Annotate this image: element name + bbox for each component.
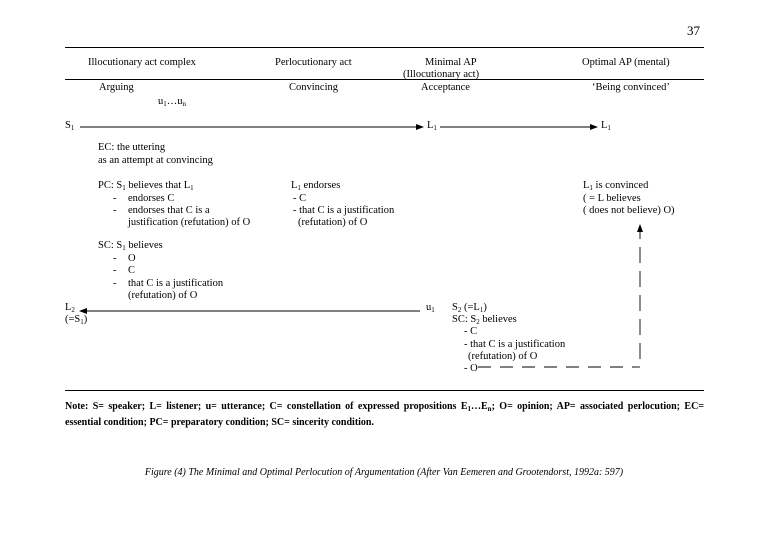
s2-item-1: - C xyxy=(464,326,478,337)
page-number: 37 xyxy=(687,23,700,38)
l1-convinced-line-1: $L_1$ is convinced xyxy=(583,180,649,192)
l1-mid-label: $L_1$ xyxy=(427,120,437,132)
sc1-dash-1: - xyxy=(113,253,117,264)
pc-item-1: endorses C xyxy=(128,193,175,204)
pc-item-2a: endorses that C is a xyxy=(128,205,210,216)
s2-item-2b: (refutation) of O xyxy=(468,351,538,362)
s2-head: $S_2$ $(=L_1)$ xyxy=(452,302,487,314)
l1-convinced-line-3: ( does not believe) O) xyxy=(583,205,675,216)
pc-head: PC: $S_1$ believes that $L_1$ xyxy=(98,180,194,192)
label-acceptance: Acceptance xyxy=(421,82,470,93)
utterances-label: $u_1\dots u_n$ xyxy=(158,96,186,108)
ec-line-2: as an attempt at convincing xyxy=(98,155,213,166)
sc1-item-3a: that C is a justification xyxy=(128,278,224,289)
l2-sub-label: $(=S_1)$ xyxy=(65,314,88,326)
l1-convinced-line-2: ( = L believes xyxy=(583,193,641,204)
header-illocutionary: Illocutionary act complex xyxy=(88,57,196,68)
s2-item-2a: - that C is a justification xyxy=(464,339,566,350)
l2-label: $L_2$ xyxy=(65,302,75,314)
label-being-convinced: ‘Being convinced’ xyxy=(592,82,670,93)
pc-dash-2: - xyxy=(113,205,117,216)
header-perlocutionary: Perlocutionary act xyxy=(275,57,352,68)
l1-endorses-item-1: - C xyxy=(293,193,307,204)
s2-item-3: - O xyxy=(464,363,478,374)
label-arguing: Arguing xyxy=(99,82,134,93)
l1-endorses-head: $L_1$ endorses xyxy=(291,180,341,192)
pc-item-2b: justification (refutation) of O xyxy=(128,217,251,228)
sc1-dash-3: - xyxy=(113,278,117,289)
note-text: Note: S= speaker; L= listener; u= utterance; C= constellation of expressed propositions $E_1\dots E_n$; O= opinion; AP= associated perlocution; EC= essential condition; PC= preparatory condition; SC= sincerity condition. xyxy=(65,401,704,428)
sc1-item-2: C xyxy=(128,265,136,276)
u1-label: $u_1$ xyxy=(426,302,435,314)
s1-label: $S_1$ xyxy=(65,120,75,132)
ec-line-1: EC: the uttering xyxy=(98,142,166,153)
figure-caption: Figure (4) The Minimal and Optimal Perlocution of Argumentation (After Van Eemeren and Grootendorst, 1992a: 597) xyxy=(144,467,624,478)
sc1-head: SC: $S_1$ believes xyxy=(98,240,163,252)
pc-dash-1: - xyxy=(113,193,117,204)
header-optimal-ap: Optimal AP (mental) xyxy=(582,57,670,68)
sc1-item-3b: (refutation) of O xyxy=(128,290,198,301)
l1-right-label: $L_1$ xyxy=(601,120,611,132)
sc1-dash-2: - xyxy=(113,265,117,276)
header-minimal-ap: Minimal AP xyxy=(425,57,477,68)
sc1-item-1: O xyxy=(128,253,136,264)
s2-sc: SC: $S_2$ believes xyxy=(452,314,517,326)
label-convincing: Convincing xyxy=(289,82,338,93)
l1-endorses-item-2b: (refutation) of O xyxy=(298,217,368,228)
l1-endorses-item-2a: - that C is a justification xyxy=(293,205,395,216)
header-minimal-ap-sub: (Illocutionary act) xyxy=(403,69,480,80)
